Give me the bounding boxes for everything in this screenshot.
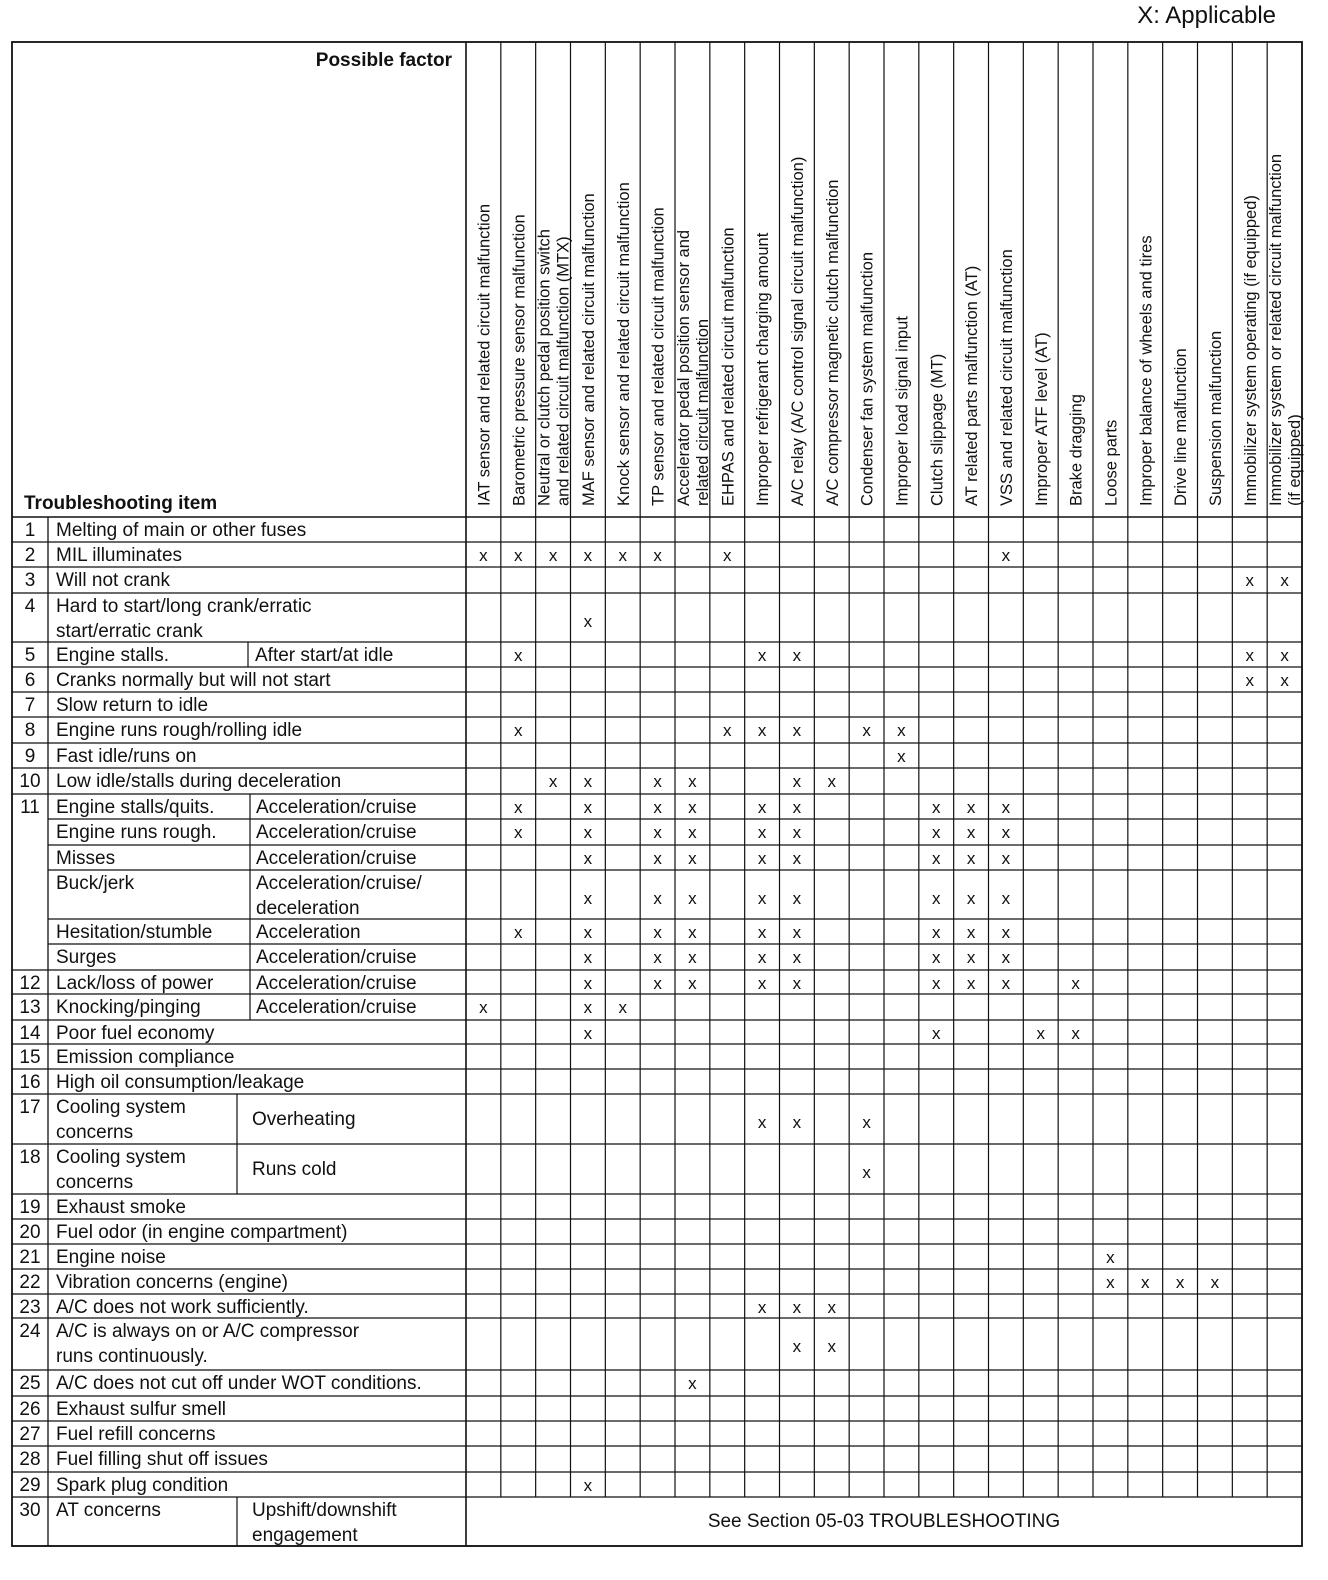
applicable-mark: x: [653, 889, 662, 908]
row-number: 20: [19, 1222, 41, 1243]
applicable-mark: x: [653, 772, 662, 791]
row-number: 24: [19, 1321, 41, 1342]
applicable-mark: x: [548, 772, 558, 791]
applicable-mark: x: [1036, 1024, 1045, 1043]
applicable-mark: x: [723, 721, 732, 740]
applicable-mark: x: [514, 721, 523, 740]
applicable-mark: x: [514, 546, 523, 565]
condition-text: Acceleration: [256, 922, 361, 943]
applicable-mark: x: [792, 974, 802, 993]
row-number: 6: [24, 670, 36, 691]
applicable-mark: x: [792, 823, 802, 842]
troubleshooting-item: Spark plug condition: [56, 1475, 229, 1496]
applicable-mark: x: [792, 1337, 802, 1356]
applicable-mark: x: [1001, 923, 1011, 942]
applicable-mark: x: [757, 889, 767, 908]
applicable-mark: x: [1175, 1273, 1185, 1292]
factor-header-label: Immobilizer system operating (if equipped): [1241, 195, 1260, 506]
applicable-mark: x: [792, 923, 802, 942]
condition-text: engagement: [252, 1525, 358, 1546]
troubleshooting-item: Engine runs rough.: [56, 822, 217, 843]
applicable-mark: x: [792, 889, 802, 908]
row-number: 1: [24, 520, 36, 541]
troubleshooting-item: Engine stalls/quits.: [56, 797, 215, 818]
troubleshooting-item: AT concerns: [56, 1500, 161, 1521]
applicable-mark: x: [583, 798, 593, 817]
troubleshooting-item: A/C does not work sufficiently.: [56, 1297, 309, 1318]
factor-header-label: Accelerator pedal position sensor and: [674, 229, 693, 506]
row-number: 19: [19, 1197, 41, 1218]
troubleshooting-item: concerns: [56, 1122, 134, 1143]
applicable-mark: x: [757, 721, 767, 740]
troubleshooting-item: Vibration concerns (engine): [56, 1272, 289, 1293]
factor-header-label: and related circuit malfunction (MTX): [554, 236, 573, 506]
factor-header-label: related circuit malfunction: [693, 318, 712, 506]
applicable-mark: x: [618, 546, 627, 565]
factor-header-label: Improper refrigerant charging amount: [754, 232, 773, 506]
factor-header-label: Barometric pressure sensor malfunction: [510, 214, 529, 506]
row-number: 15: [19, 1047, 41, 1068]
troubleshooting-item: Emission compliance: [56, 1047, 235, 1068]
factor-header-label: IAT sensor and related circuit malfunction: [475, 203, 494, 506]
applicable-mark: x: [757, 1113, 767, 1132]
applicable-mark: x: [1001, 823, 1011, 842]
applicable-mark: x: [479, 546, 488, 565]
applicable-mark: x: [688, 798, 697, 817]
applicable-mark: x: [827, 772, 836, 791]
applicable-mark: x: [583, 998, 593, 1017]
troubleshooting-item: Surges: [56, 947, 117, 968]
applicable-mark: x: [583, 1024, 593, 1043]
applicable-mark: x: [583, 948, 593, 967]
factor-header-label: Brake dragging: [1067, 394, 1086, 506]
factor-header-label: Improper ATF level (AT): [1032, 332, 1051, 506]
factor-header-label: A/C compressor magnetic clutch malfunction: [823, 179, 842, 506]
applicable-mark: x: [1280, 671, 1289, 690]
applicable-mark: x: [1001, 889, 1011, 908]
applicable-mark: x: [723, 546, 732, 565]
troubleshooting-item: start/erratic crank: [56, 621, 203, 642]
applicable-mark: x: [862, 1113, 871, 1132]
condition-text: Acceleration/cruise/: [256, 873, 422, 894]
applicable-mark: x: [1001, 798, 1011, 817]
applicable-mark: x: [792, 646, 802, 665]
troubleshooting-item: Hard to start/long crank/erratic: [56, 596, 312, 617]
applicable-mark: x: [792, 1113, 802, 1132]
applicable-mark: x: [932, 948, 941, 967]
factor-header-label: EHPAS and related circuit malfunction: [719, 227, 738, 506]
applicable-mark: x: [653, 923, 662, 942]
applicable-mark: x: [897, 747, 906, 766]
row-number: 9: [24, 746, 36, 767]
applicable-legend: X: Applicable: [1137, 2, 1276, 29]
row-number: 3: [24, 570, 36, 591]
troubleshooting-item: A/C is always on or A/C compressor: [56, 1321, 360, 1342]
row-number: 23: [19, 1297, 41, 1318]
applicable-mark: x: [688, 823, 697, 842]
troubleshooting-item: Will not crank: [56, 570, 171, 591]
troubleshooting-item: Melting of main or other fuses: [56, 520, 307, 541]
applicable-mark: x: [653, 823, 662, 842]
row-number: 25: [19, 1373, 41, 1394]
applicable-mark: x: [792, 849, 802, 868]
applicable-mark: x: [653, 546, 662, 565]
applicable-mark: x: [1245, 571, 1254, 590]
applicable-mark: x: [932, 923, 941, 942]
applicable-mark: x: [966, 823, 976, 842]
factor-header-label: A/C relay (A/C control signal circuit malfunction): [788, 156, 807, 506]
condition-text: After start/at idle: [255, 645, 394, 666]
troubleshooting-item: runs continuously.: [56, 1346, 208, 1367]
condition-text: Acceleration/cruise: [256, 797, 417, 818]
applicable-mark: x: [688, 923, 697, 942]
troubleshooting-item: concerns: [56, 1172, 134, 1193]
factor-header-label: Neutral or clutch pedal position switch: [535, 229, 554, 506]
row-number: 2: [24, 545, 36, 566]
applicable-mark: x: [688, 772, 697, 791]
applicable-mark: x: [757, 974, 767, 993]
troubleshooting-item: Lack/loss of power: [56, 973, 214, 994]
troubleshooting-item: Knocking/pinging: [56, 997, 201, 1018]
applicable-mark: x: [583, 849, 593, 868]
possible-factor-header: Possible factor: [315, 50, 452, 71]
troubleshooting-item: Slow return to idle: [56, 695, 209, 716]
applicable-mark: x: [653, 948, 662, 967]
applicable-mark: x: [1280, 571, 1289, 590]
applicable-mark: x: [792, 798, 802, 817]
applicable-mark: x: [757, 646, 767, 665]
row-number: 12: [19, 973, 41, 994]
troubleshooting-item: Fuel refill concerns: [56, 1424, 216, 1445]
row-number: 26: [19, 1399, 41, 1420]
factor-header-label: (if equipped): [1286, 414, 1305, 506]
troubleshooting-item-header: Troubleshooting item: [24, 493, 218, 514]
row-number: 18: [19, 1147, 41, 1168]
applicable-mark: x: [757, 823, 767, 842]
applicable-mark: x: [966, 948, 976, 967]
applicable-mark: x: [1001, 546, 1011, 565]
applicable-mark: x: [1106, 1273, 1115, 1292]
applicable-mark: x: [792, 772, 802, 791]
applicable-mark: x: [688, 974, 697, 993]
factor-header-label: Clutch slippage (MT): [928, 353, 947, 506]
applicable-mark: x: [583, 974, 593, 993]
applicable-mark: x: [932, 849, 941, 868]
applicable-mark: x: [653, 849, 662, 868]
see-section-note: See Section 05-03 TROUBLESHOOTING: [707, 1511, 1061, 1532]
applicable-mark: x: [583, 546, 593, 565]
applicable-mark: x: [514, 646, 523, 665]
troubleshooting-item: Cooling system: [56, 1097, 186, 1118]
row-number: 10: [19, 771, 41, 792]
factor-header-label: Immobilizer system or related circuit malfunction: [1267, 153, 1286, 506]
applicable-mark: x: [862, 721, 871, 740]
troubleshooting-item: Hesitation/stumble: [56, 922, 213, 943]
row-number: 16: [19, 1072, 41, 1093]
troubleshooting-item: A/C does not cut off under WOT conditions.: [56, 1373, 422, 1394]
applicable-mark: x: [583, 889, 593, 908]
applicable-mark: x: [1071, 1024, 1080, 1043]
applicable-mark: x: [932, 823, 941, 842]
applicable-mark: x: [583, 923, 593, 942]
row-number: 30: [19, 1500, 41, 1521]
row-number: 7: [24, 695, 36, 716]
factor-header-label: Drive line malfunction: [1172, 348, 1191, 506]
applicable-mark: x: [688, 1374, 697, 1393]
applicable-mark: x: [897, 721, 906, 740]
applicable-mark: x: [1280, 646, 1289, 665]
row-number: 5: [24, 645, 36, 666]
applicable-mark: x: [618, 998, 627, 1017]
applicable-mark: x: [1245, 671, 1254, 690]
applicable-mark: x: [792, 721, 802, 740]
row-number: 28: [19, 1449, 41, 1470]
applicable-mark: x: [966, 849, 976, 868]
row-number: 29: [19, 1475, 41, 1496]
applicable-mark: x: [1001, 974, 1011, 993]
applicable-mark: x: [757, 923, 767, 942]
row-number: 8: [24, 720, 36, 741]
applicable-mark: x: [583, 823, 593, 842]
troubleshooting-item: Engine stalls.: [56, 645, 170, 666]
condition-text: Acceleration/cruise: [256, 973, 417, 994]
applicable-mark: x: [932, 889, 941, 908]
factor-header-label: VSS and related circuit malfunction: [997, 249, 1016, 506]
applicable-mark: x: [479, 998, 488, 1017]
troubleshooting-item: Fuel filling shut off issues: [56, 1449, 268, 1470]
applicable-mark: x: [757, 1298, 767, 1317]
applicable-mark: x: [757, 798, 767, 817]
troubleshooting-item: Engine runs rough/rolling idle: [56, 720, 303, 741]
factor-header-label: Improper balance of wheels and tires: [1137, 235, 1156, 506]
row-number: 17: [19, 1097, 41, 1118]
troubleshooting-item: Engine noise: [56, 1247, 166, 1268]
applicable-mark: x: [827, 1337, 836, 1356]
applicable-mark: x: [932, 798, 941, 817]
applicable-mark: x: [1106, 1248, 1115, 1267]
condition-text: Acceleration/cruise: [256, 848, 417, 869]
applicable-mark: x: [966, 889, 976, 908]
factor-header-label: TP sensor and related circuit malfunction: [649, 207, 668, 506]
applicable-mark: x: [966, 923, 976, 942]
factor-header-label: Improper load signal input: [893, 316, 912, 506]
applicable-mark: x: [1001, 849, 1011, 868]
applicable-mark: x: [514, 798, 523, 817]
troubleshooting-item: Poor fuel economy: [56, 1023, 215, 1044]
row-number: 11: [20, 797, 40, 818]
factor-header-label: MAF sensor and related circuit malfunction: [579, 193, 598, 506]
condition-text: Acceleration/cruise: [256, 947, 417, 968]
row-number: 4: [24, 596, 36, 617]
applicable-mark: x: [514, 923, 523, 942]
applicable-mark: x: [653, 974, 662, 993]
row-number: 27: [19, 1424, 41, 1445]
applicable-mark: x: [1141, 1273, 1150, 1292]
applicable-mark: x: [932, 1024, 941, 1043]
troubleshooting-item: High oil consumption/leakage: [56, 1072, 305, 1093]
applicable-mark: x: [1210, 1273, 1220, 1292]
applicable-mark: x: [1071, 974, 1080, 993]
applicable-mark: x: [688, 849, 697, 868]
condition-text: Overheating: [252, 1109, 356, 1130]
condition-text: Acceleration/cruise: [256, 997, 417, 1018]
applicable-mark: x: [653, 798, 662, 817]
applicable-mark: x: [932, 974, 941, 993]
troubleshooting-item: Buck/jerk: [56, 873, 135, 894]
applicable-mark: x: [688, 948, 697, 967]
row-number: 14: [19, 1023, 41, 1044]
applicable-mark: x: [583, 1476, 593, 1495]
applicable-mark: x: [862, 1163, 871, 1182]
factor-header-label: Suspension malfunction: [1206, 330, 1225, 506]
condition-text: deceleration: [256, 898, 360, 919]
factor-header-label: Knock sensor and related circuit malfunction: [614, 182, 633, 506]
applicable-mark: x: [583, 612, 593, 631]
applicable-mark: x: [827, 1298, 836, 1317]
condition-text: Acceleration/cruise: [256, 822, 417, 843]
applicable-mark: x: [792, 1298, 802, 1317]
condition-text: Runs cold: [252, 1159, 337, 1180]
applicable-mark: x: [792, 948, 802, 967]
condition-text: Upshift/downshift: [252, 1500, 397, 1521]
applicable-mark: x: [548, 546, 558, 565]
applicable-mark: x: [514, 823, 523, 842]
troubleshooting-item: Exhaust sulfur smell: [56, 1399, 227, 1420]
row-number: 13: [19, 997, 41, 1018]
applicable-mark: x: [1245, 646, 1254, 665]
troubleshooting-item: Fuel odor (in engine compartment): [56, 1222, 348, 1243]
factor-header-label: Loose parts: [1102, 419, 1121, 506]
applicable-mark: x: [688, 889, 697, 908]
applicable-mark: x: [966, 798, 976, 817]
troubleshooting-item: MIL illuminates: [56, 545, 183, 566]
troubleshooting-item: Exhaust smoke: [56, 1197, 186, 1218]
troubleshooting-item: Cooling system: [56, 1147, 186, 1168]
troubleshooting-item: Misses: [56, 848, 116, 869]
row-number: 22: [19, 1272, 41, 1293]
applicable-mark: x: [966, 974, 976, 993]
applicable-mark: x: [757, 948, 767, 967]
troubleshooting-item: Cranks normally but will not start: [56, 670, 331, 691]
factor-header-label: AT related parts malfunction (AT): [963, 265, 982, 506]
troubleshooting-item: Fast idle/runs on: [56, 746, 197, 767]
applicable-mark: x: [583, 772, 593, 791]
applicable-mark: x: [757, 849, 767, 868]
troubleshooting-item: Low idle/stalls during deceleration: [56, 771, 342, 792]
row-number: 21: [19, 1247, 41, 1268]
applicable-mark: x: [1001, 948, 1011, 967]
factor-header-label: Condenser fan system malfunction: [858, 251, 877, 506]
